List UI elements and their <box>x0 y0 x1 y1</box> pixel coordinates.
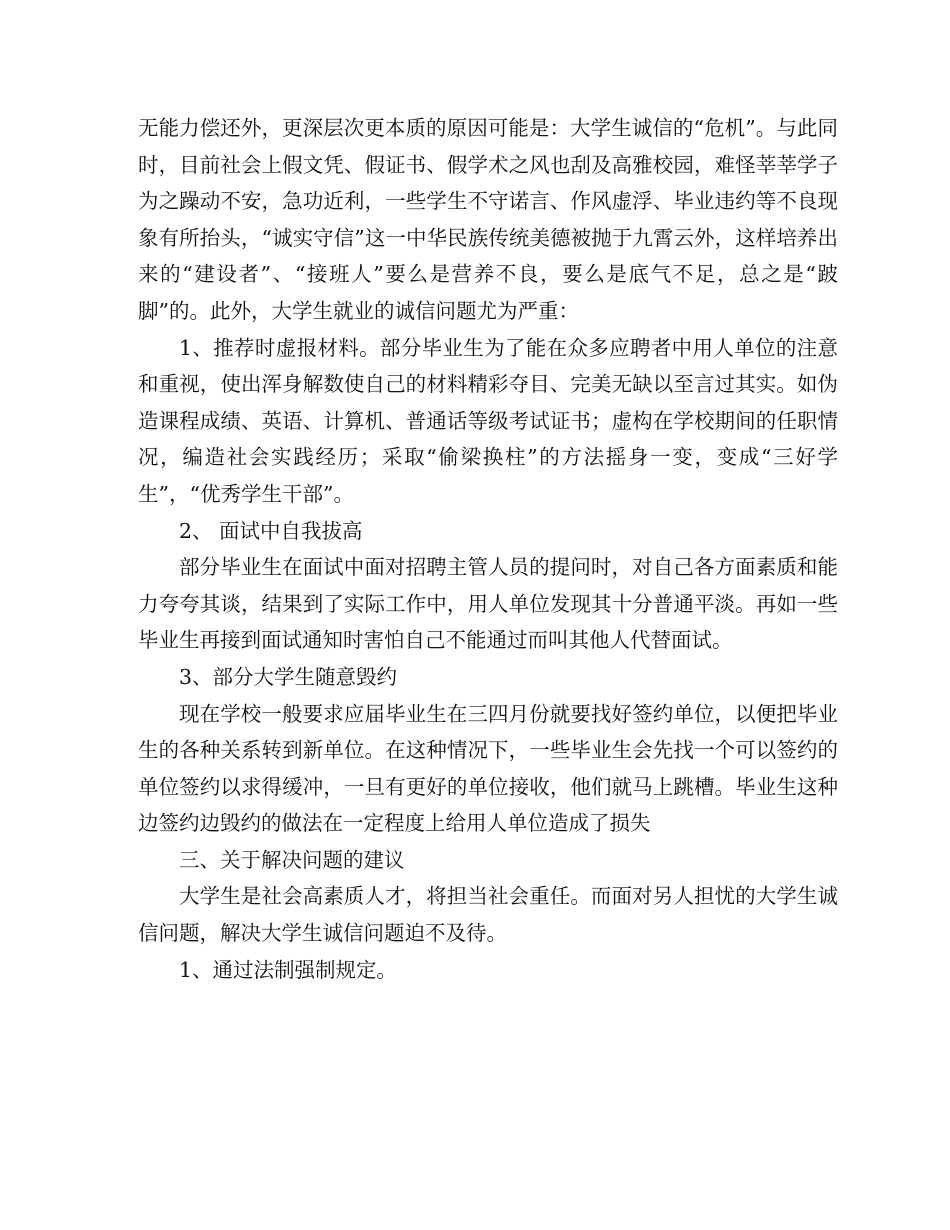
document-body <box>138 110 838 988</box>
paragraph-continued: 无能力偿还外，更深层次更本质的原因可能是：大学生诚信的“危机”。与此同时，目前社会上假文凭、假证书、假学术之风也刮及高雅校园，难怪莘莘学子为之躁动不安，急功近利，一些学生不守诺言、作风虚浮、毕业违约等不良现象有所抬头，“诚实守信”这一中华民族传统美德被抛于九霄云外，这样培养出来的“建设者”、“接班人”要么是营养不良，要么是底气不足，总之是“跛脚”的。此外，大学生就业的诚信问题尤为严重： <box>138 116 838 323</box>
section-heading-suggestions: 三、关于解决问题的建议 <box>179 847 405 872</box>
paragraph-item-1: 1、推荐时虚报材料。部分毕业生为了能在众多应聘者中用人单位的注意和重视，使出浑身解数使自己的材料精彩夺目、完美无缺以至言过其实。如伪造课程成绩、英语、计算机、普通话等级考试证书；虚构在学校期间的任职情况，编造社会实践经历；采取“偷梁换柱”的方法摇身一变，变成“三好学生”，“优秀学生干部”。 <box>138 335 838 506</box>
paragraph-item-2-heading: 2、 面试中自我拔高 <box>179 518 363 543</box>
paragraph-item-3-heading: 3、部分大学生随意毁约 <box>179 664 398 689</box>
paragraph-item-3-body: 现在学校一般要求应届毕业生在三四月份就要找好签约单位，以便把毕业生的各种关系转到新单位。在这种情况下，一些毕业生会先找一个可以签约的单位签约以求得缓冲，一旦有更好的单位接收，他们就马上跳槽。毕业生这种边签约边毁约的做法在一定程度上给用人单位造成了损失 <box>138 701 838 836</box>
paragraph-suggestions-intro: 大学生是社会高素质人才，将担当社会重任。而面对另人担忧的大学生诚信问题，解决大学生诚信问题迫不及待。 <box>138 884 838 946</box>
paragraph-suggestion-1: 1、通过法制强制规定。 <box>179 957 398 982</box>
paragraph-item-2-body: 部分毕业生在面试中面对招聘主管人员的提问时，对自己各方面素质和能力夸夸其谈，结果到了实际工作中，用人单位发现其十分普通平淡。再如一些毕业生再接到面试通知时害怕自己不能通过而叫其他人代替面试。 <box>138 555 838 653</box>
